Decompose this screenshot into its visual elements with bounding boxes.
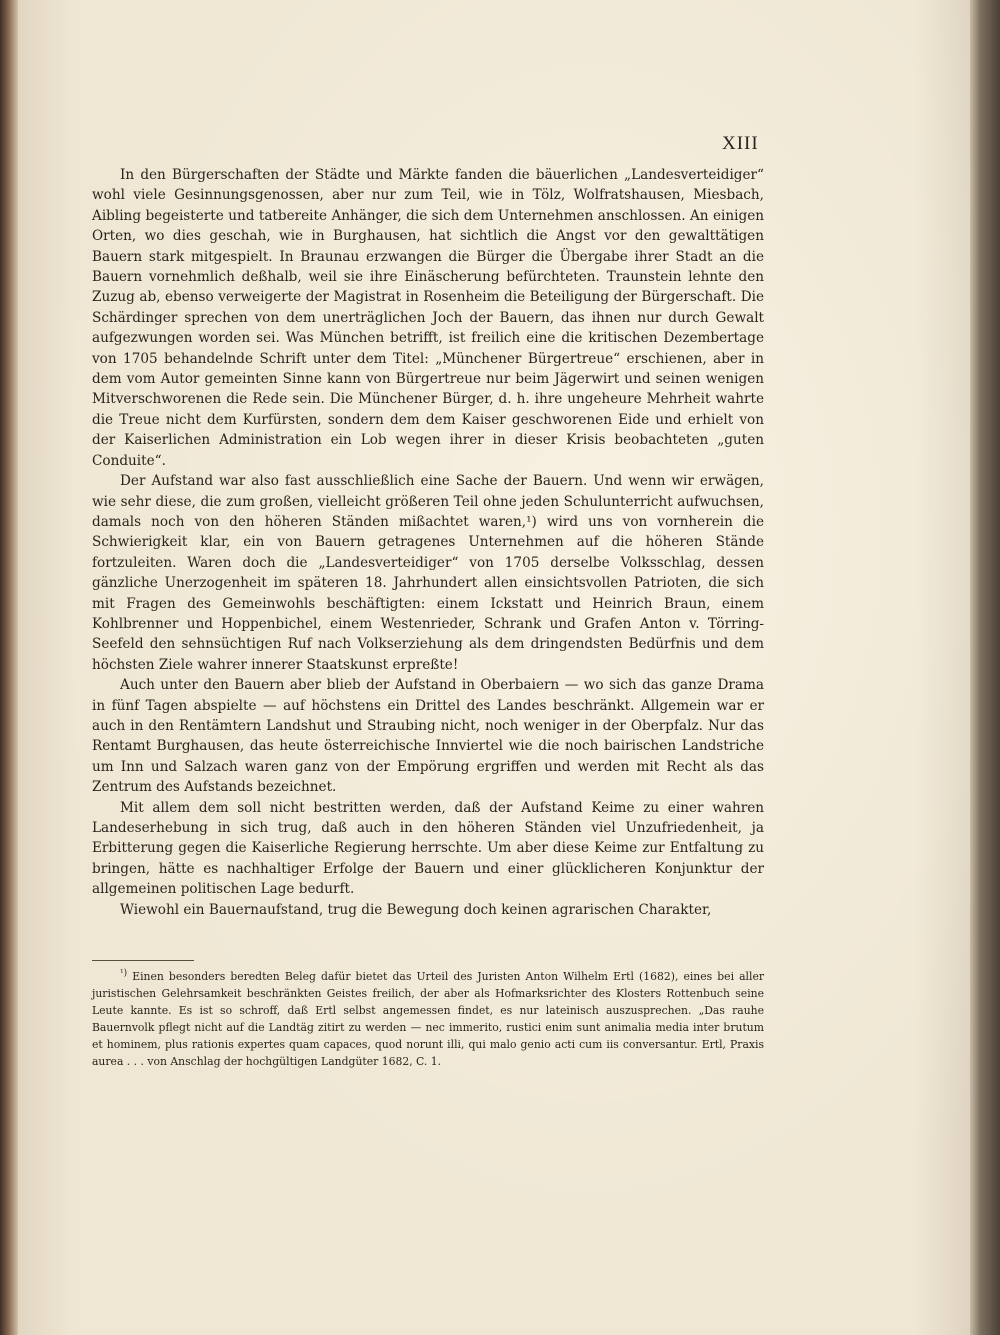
body-text [92, 165, 764, 920]
book-edge-right [970, 0, 1000, 1335]
paragraph-5: Wiewohl ein Bauernaufstand, trug die Bewegung doch keinen agrarischen Charakter, [120, 901, 712, 918]
paragraph-2: Der Aufstand war also fast ausschließlich eine Sache der Bauern. Und wenn wir erwägen, wie sehr diese, die zum großen, vielleicht größeren Teil ohne jeden Schulunterricht aufwuchsen, damals noch von den höheren Ständen mißachtet waren,¹) wird uns von vornherein die Schwierigkeit klar, ein von Bauern getragenes Unternehmen auf die höheren Stände fortzuleiten. Waren doch die „Landesverteidiger“ von 1705 derselbe Volksschlag, dessen gänzliche Unerzogenheit im späteren 18. Jahrhundert allen einsichtsvollen Patrioten, die sich mit Fragen des Gemeinwohls beschäftigten: einem Ickstatt und Heinrich Braun, einem Kohlbrenner und Hoppenbichel, einem Westenrieder, Schrank und Grafen Anton v. Törring-Seefeld den sehnsüchtigen Ruf nach Volkserziehung als dem dringendsten Bedürfnis und dem höchsten Ziele wahrer innerer Staatskunst erpreßte! [92, 473, 764, 673]
paragraph-1: In den Bürgerschaften der Städte und Märkte fanden die bäuerlichen „Landesverteidiger“ wohl viele Gesinnungsgenossen, aber nur zum Teil, wie in Tölz, Wolfratshausen, Miesbach, Aibling begeisterte und tatbereite Anhänger, die sich dem Unternehmen anschlossen. An einigen Orten, wo dies geschah, wie in Burghausen, hat sichtlich die Angst vor den gewalttätigen Bauern stark mitgespielt. In Braunau erzwangen die Bürger die Übergabe ihrer Stadt an die Bauern vornehmlich deßhalb, weil sie ihre Einäscherung befürchteten. Traunstein lehnte den Zuzug ab, ebenso verweigerte der Magistrat in Rosenheim die Beteiligung der Bürgerschaft. Die Schärdinger sprechen von dem unerträglichen Joch der Bauern, das ihnen nur durch Gewalt aufgezwungen worden sei. Was München betrifft, ist freilich eine die kritischen Dezembertage von 1705 behandelnde Schrift unter dem Titel: „Münchener Bürgertreue“ erschienen, aber in dem vom Autor gemeinten Sinne kann von Bürgertreue nur beim Jägerwirt und seinen wenigen Mitverschworenen die Rede sein. Die Münchener Bürger, d. h. ihre ungeheure Mehrheit wahrte die Treue nicht dem Kurfürsten, sondern dem dem Kaiser geschworenen Eide und erhielt von der Kaiserlichen Administration ein Lob wegen ihrer in dieser Krisis beobachteten „guten Conduite“. [92, 167, 764, 469]
footnote-paragraph [92, 968, 764, 1070]
footnote [92, 968, 764, 1070]
footnote-mark: ¹) [120, 968, 128, 979]
footnote-rule [92, 960, 194, 961]
footnote-text: Einen besonders beredten Beleg dafür bietet das Urteil des Juristen Anton Wilhelm Ertl (1682), eines bei aller juristischen Gelehrsamkeit beschränkten Geistes freilich, der aber als Hofmarksrichter des Klosters Rottenbuch seine Leute kannte. Es ist so schroff, daß Ertl selbst angemessen findet, es nur lateinisch auszusprechen. „Das rauhe Bauernvolk pflegt nicht auf die Landtäg zitirt zu werden — nec immerito, rustici enim sunt animalia media inter brutum et hominem, plus rationis expertes quam capaces, quod norunt illi, qui malo genio acti cum iis conversantur. Ertl, Praxis aurea . . . von Anschlag der hochgültigen Landgüter 1682, C. 1. [92, 970, 765, 1068]
paragraph-4: Mit allem dem soll nicht bestritten werden, daß der Aufstand Keime zu einer wahren Landeserhebung in sich trug, daß auch in den höheren Ständen viel Unzufriedenheit, ja Erbitterung gegen die Kaiserliche Regierung herrschte. Um aber diese Keime zur Entfaltung zu bringen, hätte es nachhaltiger Erfolge der Bauern und einer glücklicheren Konjunktur der allgemeinen politischen Lage bedurft. [92, 799, 764, 898]
paragraph-3: Auch unter den Bauern aber blieb der Aufstand in Oberbaiern — wo sich das ganze Drama in fünf Tagen abspielte — auf höchstens ein Drittel des Landes beschränkt. Allgemein war er auch in den Rentämtern Landshut und Straubing nicht, noch weniger in der Oberpfalz. Nur das Rentamt Burghausen, das heute österreichische Innviertel wie die noch bairischen Landstriche um Inn und Salzach waren ganz von der Empörung ergriffen und werden mit Recht als das Zentrum des Aufstands bezeichnet. [92, 677, 764, 796]
page-number: XIII [722, 133, 759, 154]
